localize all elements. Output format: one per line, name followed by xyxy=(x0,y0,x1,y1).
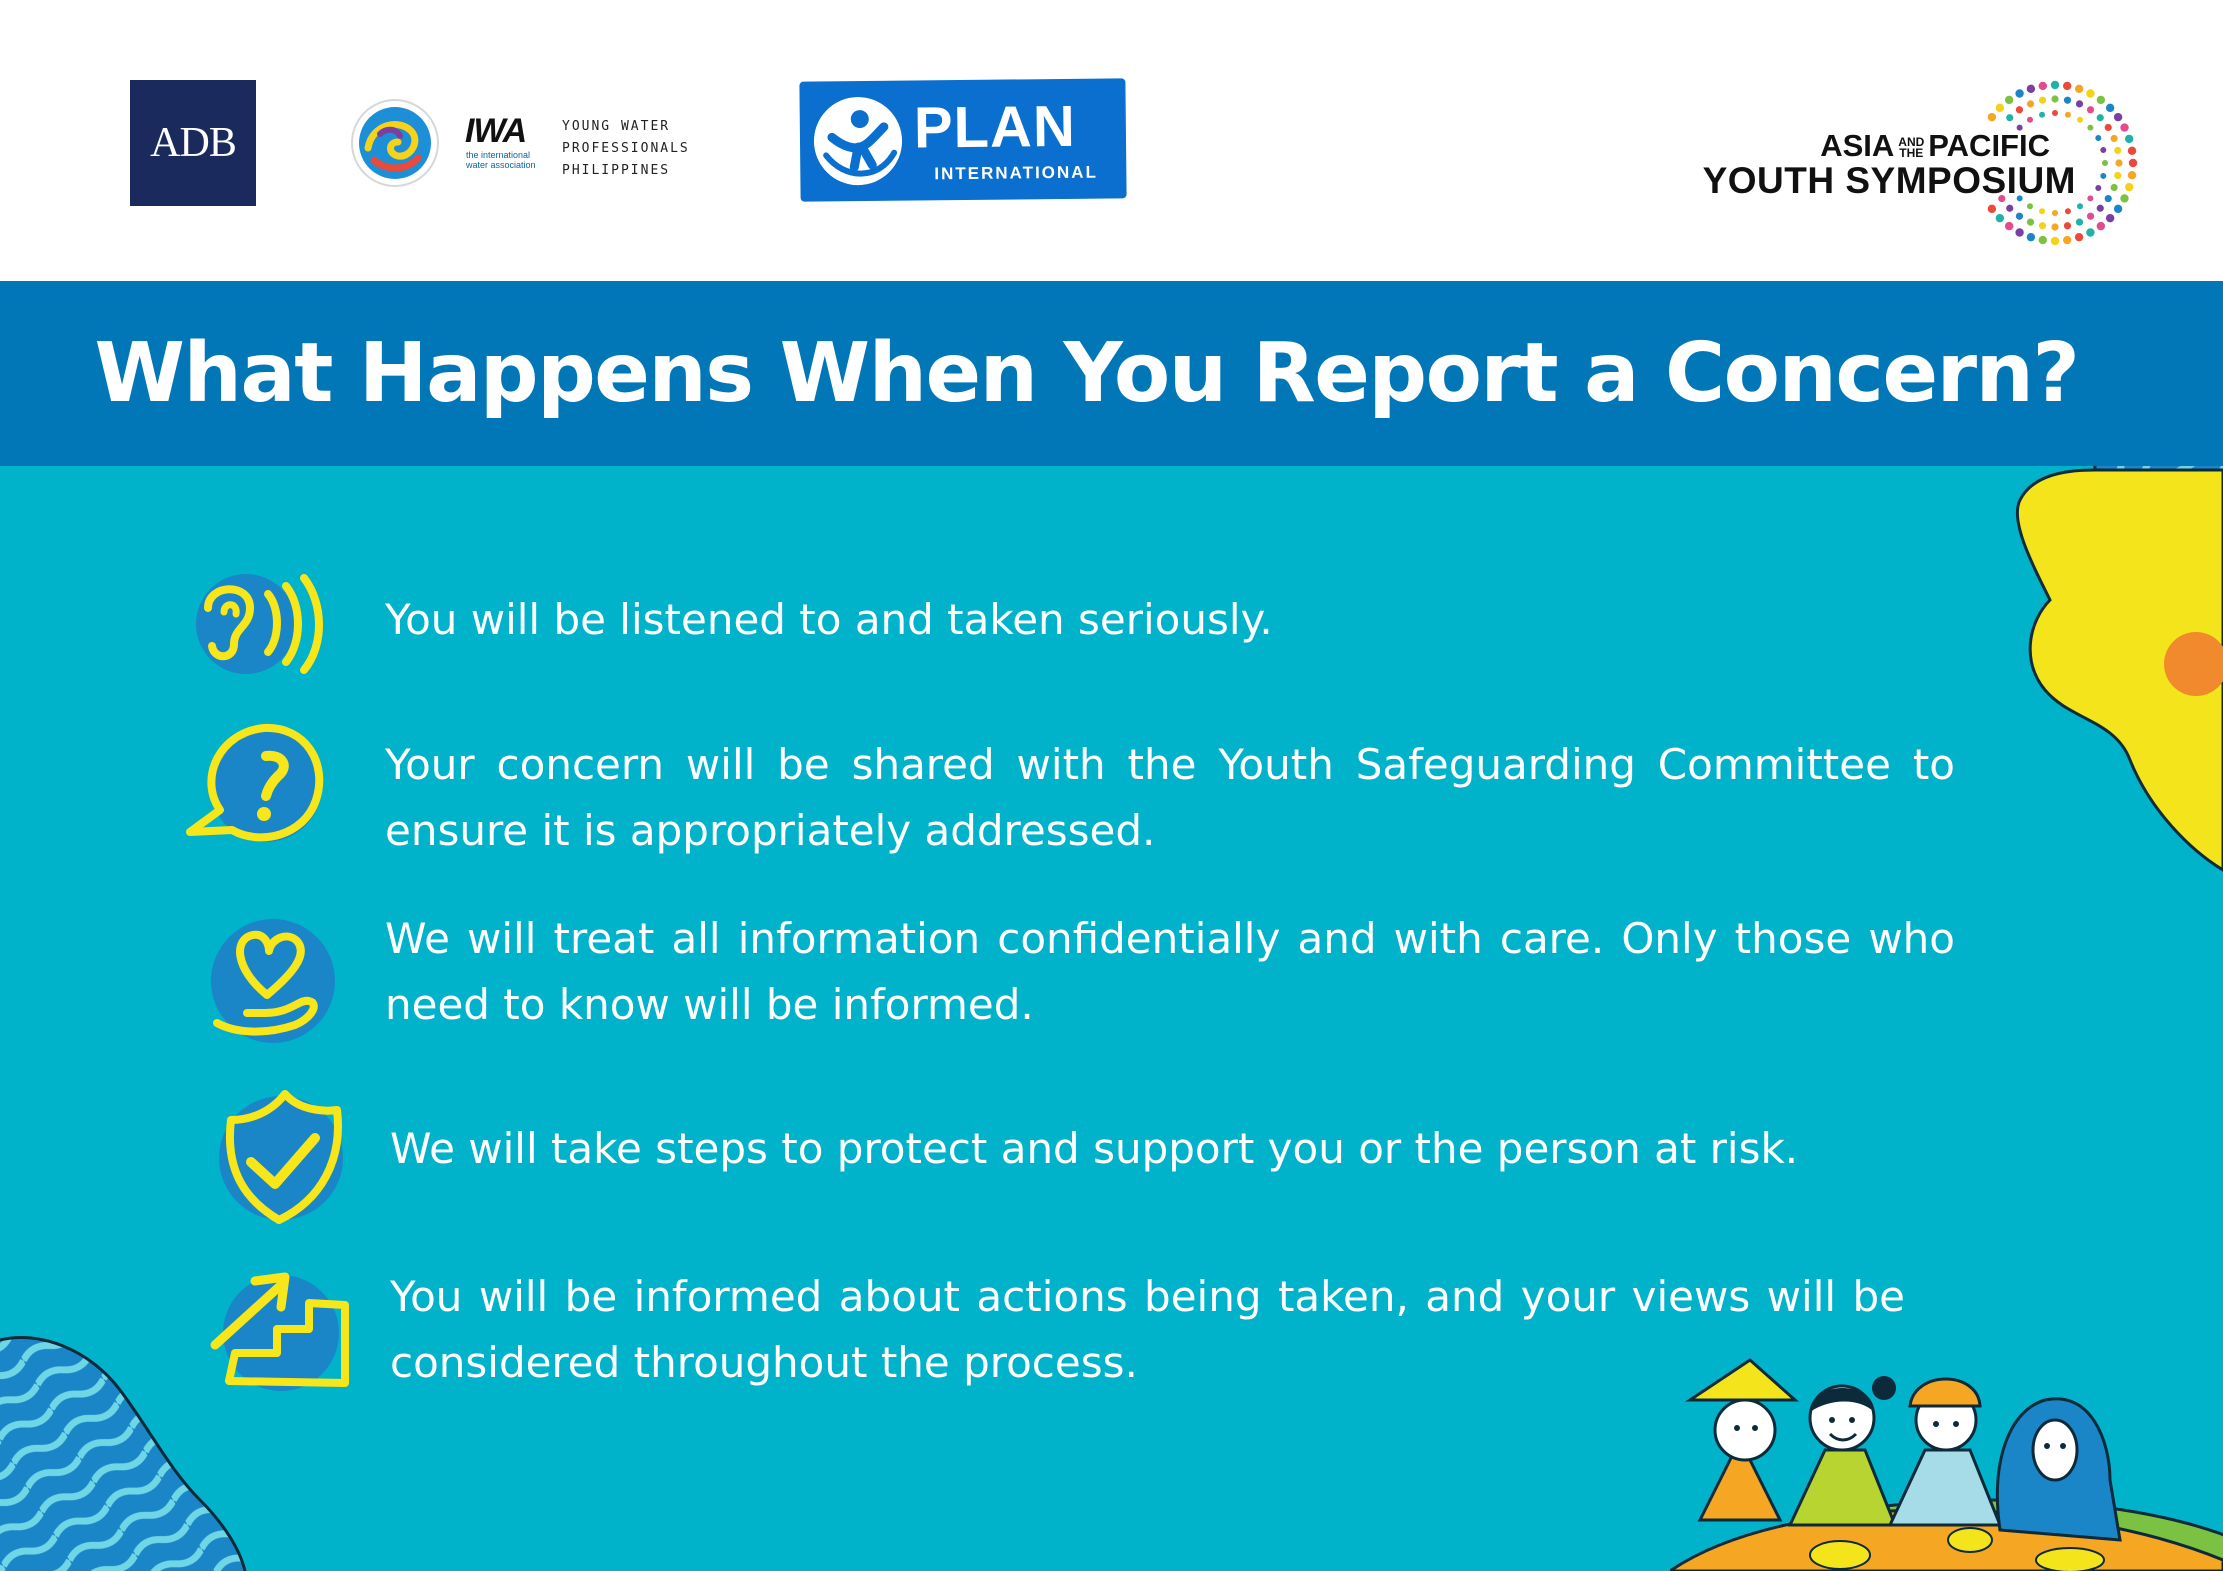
apys-dot xyxy=(2097,205,2104,212)
plan-person-icon xyxy=(814,97,903,186)
apys-dot xyxy=(2063,236,2071,244)
apys-dot xyxy=(2114,113,2122,121)
apys-dot xyxy=(1988,113,1996,121)
apys-dot xyxy=(2064,222,2071,229)
youth-group-illustration xyxy=(1670,1340,2223,1571)
apys-dot xyxy=(2051,81,2059,89)
apys-dot xyxy=(2115,159,2122,166)
apys-dot xyxy=(2097,96,2105,104)
apys-dot xyxy=(2039,236,2047,244)
apys-dot xyxy=(2129,159,2137,167)
apys-line2: YOUTH SYMPOSIUM xyxy=(1702,160,2076,201)
apys-dot xyxy=(2087,125,2093,131)
apys-dot xyxy=(2106,214,2114,222)
apys-dot xyxy=(2105,195,2112,202)
iwa-subtitle: the international water association xyxy=(466,150,536,170)
heart-in-hand-icon xyxy=(195,905,345,1055)
apys-dot xyxy=(2006,205,2013,212)
apys-dot xyxy=(2016,106,2023,113)
apys-dot xyxy=(2052,210,2058,216)
apys-dot xyxy=(2095,135,2101,141)
apys-dot xyxy=(2027,117,2033,123)
apys-dot xyxy=(2027,203,2033,209)
apys-dot xyxy=(2128,171,2136,179)
apys-dot xyxy=(2075,233,2083,241)
apys-dot xyxy=(2015,89,2023,97)
plan-subtitle: INTERNATIONAL xyxy=(934,162,1099,184)
apys-dot xyxy=(2076,100,2083,107)
apys-dot xyxy=(2027,219,2034,226)
apys-dot xyxy=(2114,147,2121,154)
apys-dot xyxy=(2064,97,2071,104)
apys-dot xyxy=(1996,104,2004,112)
adb-logo: ADB xyxy=(130,80,256,206)
apys-line1: ASIA AND THE PACIFIC xyxy=(1820,128,2050,163)
apys-dot xyxy=(2120,123,2128,131)
apys-dot xyxy=(2039,112,2045,118)
apys-dot xyxy=(2077,203,2083,209)
shield-check-icon xyxy=(205,1080,355,1230)
apys-dot xyxy=(2077,117,2083,123)
apys-dot xyxy=(2006,114,2013,121)
apys-dot xyxy=(2027,85,2035,93)
apys-dot xyxy=(2051,237,2059,245)
apys-dot xyxy=(2027,233,2035,241)
apys-dot xyxy=(2039,208,2045,214)
apys-dot xyxy=(2086,228,2094,236)
apys-dot xyxy=(2051,95,2058,102)
apys-dot xyxy=(2087,213,2094,220)
item-informed-of-actions: You will be informed about actions being taken, and your views will be considered throughout the process. xyxy=(390,1272,1905,1387)
ywp-text: YOUNG WATER PROFESSIONALS PHILIPPINES xyxy=(562,119,690,178)
plan-international-logo xyxy=(799,78,1126,201)
apys-dot xyxy=(2120,194,2128,202)
apys-dot xyxy=(2065,208,2071,214)
apys-dot xyxy=(2039,97,2046,104)
apys-dot xyxy=(2005,222,2013,230)
listening-ear-icon xyxy=(180,548,330,698)
apys-dot xyxy=(2125,183,2133,191)
apys-dot xyxy=(2125,135,2133,143)
item-confidential: We will treat all information confidentially and with care. Only those who need to know will be informed. xyxy=(385,914,1955,1029)
apys-dot xyxy=(2114,205,2122,213)
page-title: What Happens When You Report a Concern? xyxy=(94,326,2079,421)
apys-dot xyxy=(2076,219,2083,226)
apys-dot xyxy=(2114,172,2121,179)
apys-dot xyxy=(2106,104,2114,112)
ywp-emblem-icon xyxy=(350,98,440,188)
apys-dot xyxy=(2027,100,2034,107)
apys-dot xyxy=(2075,85,2083,93)
apys-dot xyxy=(2111,135,2118,142)
apys-dot xyxy=(2063,82,2071,90)
apys-dot xyxy=(2039,222,2046,229)
apys-dot xyxy=(2111,184,2118,191)
item-listened-to: You will be listened to and taken seriously. xyxy=(385,595,1273,644)
apys-dot xyxy=(2087,195,2093,201)
apys-dot xyxy=(2016,213,2023,220)
apys-dot xyxy=(2015,228,2023,236)
apys-dot xyxy=(2039,82,2047,90)
header xyxy=(0,0,2223,281)
apys-dot xyxy=(2052,110,2058,116)
item-shared-with-committee: Your concern will be shared with the Youth Safeguarding Committee to ensure it is appropriately addressed. xyxy=(385,740,1955,855)
apys-dot xyxy=(2097,114,2104,121)
iwa-wordmark: IWA xyxy=(465,112,527,150)
apys-dot xyxy=(2097,222,2105,230)
apys-dot xyxy=(2051,223,2058,230)
apys-dot xyxy=(2005,96,2013,104)
apys-dot xyxy=(2065,112,2071,118)
apys-dot xyxy=(1988,205,1996,213)
plan-wordmark: PLAN xyxy=(913,93,1077,161)
apys-dot xyxy=(1996,214,2004,222)
speech-bubble-exclamation-icon xyxy=(180,710,330,860)
apys-dot xyxy=(2128,147,2136,155)
apys-dot xyxy=(2100,173,2106,179)
item-protect-support: We will take steps to protect and support you or the person at risk. xyxy=(390,1124,1799,1173)
ywp-logo xyxy=(350,98,700,188)
apys-dot xyxy=(2100,147,2106,153)
apys-dot xyxy=(2105,124,2112,131)
apys-logo xyxy=(1670,78,2140,248)
apys-dot xyxy=(2086,89,2094,97)
apys-dot xyxy=(2102,160,2108,166)
apys-dot xyxy=(2095,185,2101,191)
apys-dot xyxy=(2087,106,2094,113)
progress-stairs-icon xyxy=(205,1255,355,1405)
